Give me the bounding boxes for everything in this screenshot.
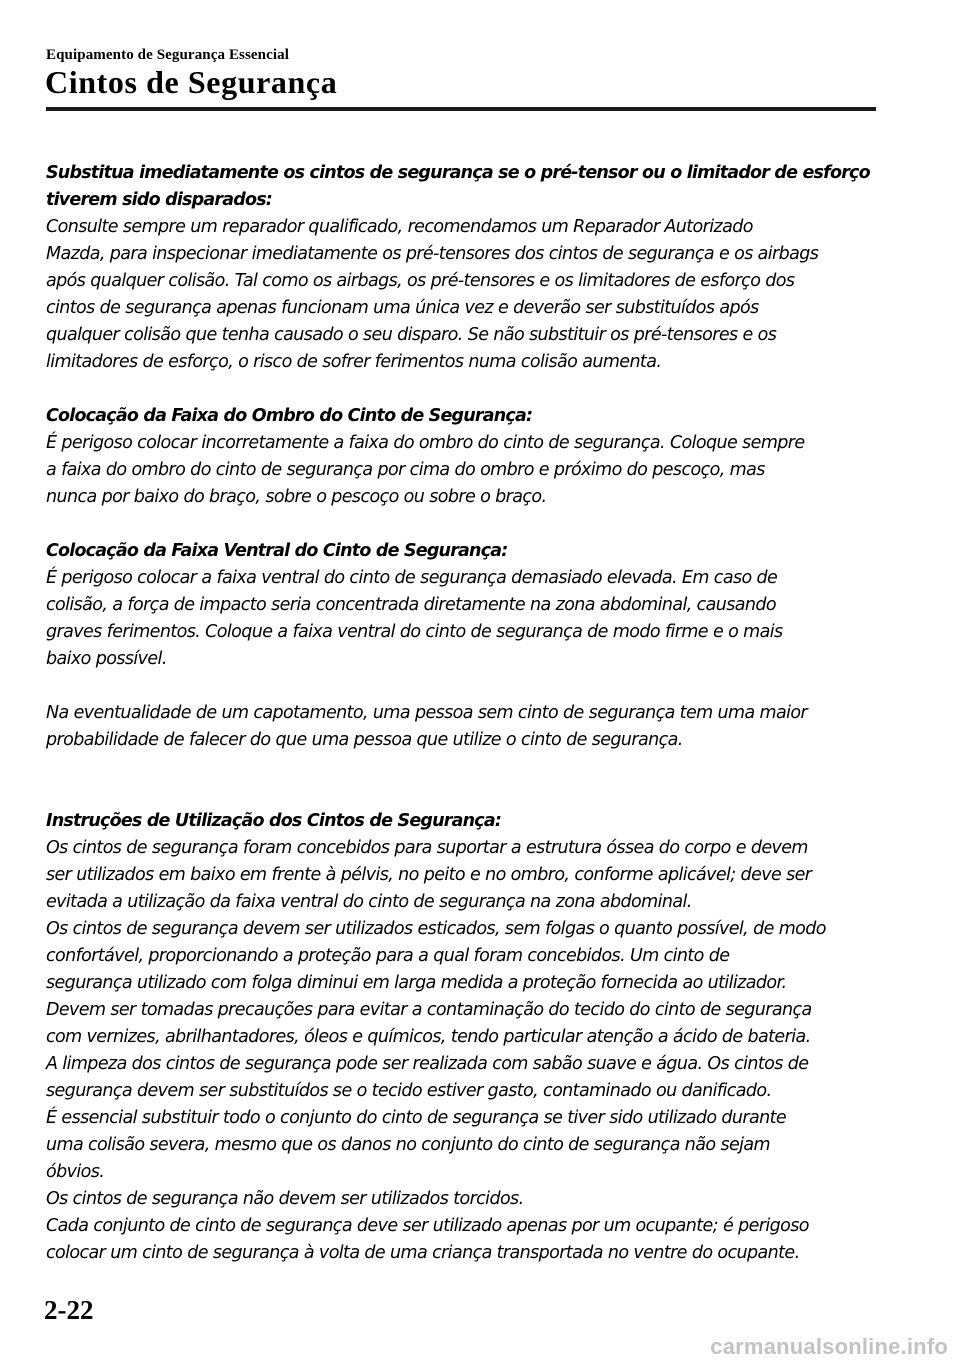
body-line: probabilidade de falecer do que uma pessoa que utilize o cinto de segurança. xyxy=(46,730,683,750)
body-line: graves ferimentos. Coloque a faixa ventral do cinto de segurança de modo firme e o mais xyxy=(46,622,783,642)
block-heading: Colocação da Faixa Ventral do Cinto de Segurança: xyxy=(46,541,508,561)
body-line: uma colisão severa, mesmo que os danos no conjunto do cinto de segurança não sejam xyxy=(46,1135,770,1155)
spacer xyxy=(46,511,882,538)
body-line: baixo possível. xyxy=(46,649,167,669)
body-line: Devem ser tomadas precauções para evitar a contaminação do tecido do cinto de segurança xyxy=(46,1000,812,1020)
body-line: Consulte sempre um reparador qualificado, recomendamos um Reparador Autorizado xyxy=(46,217,753,237)
body-line: Cada conjunto de cinto de segurança deve ser utilizado apenas por um ocupante; é perigoso xyxy=(46,1216,809,1236)
body-line: ser utilizados em baixo em frente à pélvis, no peito e no ombro, conforme aplicável; deve ser xyxy=(46,865,812,885)
body-line: A limpeza dos cintos de segurança pode ser realizada com sabão suave e água. Os cintos de xyxy=(46,1054,809,1074)
page-number: 2-22 xyxy=(44,1295,94,1325)
body-line: com vernizes, abrilhantadores, óleos e químicos, tendo particular atenção a ácido de bateria. xyxy=(46,1027,811,1047)
body-line: Na eventualidade de um capotamento, uma pessoa sem cinto de segurança tem uma maior xyxy=(46,703,808,723)
body-line: confortável, proporcionando a proteção para a qual foram concebidos. Um cinto de xyxy=(46,946,730,966)
block-heading: Substitua imediatamente os cintos de segurança se o pré-tensor ou o limitador de esforço xyxy=(46,163,870,183)
body-line: nunca por baixo do braço, sobre o pescoço ou sobre o braço. xyxy=(46,487,547,507)
watermark: carmanualsonline.info xyxy=(710,1334,948,1359)
section-label: Equipamento de Segurança Essencial xyxy=(46,47,290,63)
body-line: qualquer colisão que tenha causado o seu disparo. Se não substituir os pré-tensores e os xyxy=(46,325,777,345)
body-line: É perigoso colocar incorretamente a faixa do ombro do cinto de segurança. Coloque sempre xyxy=(46,433,805,453)
body-line: segurança utilizado com folga diminui em larga medida a proteção fornecida ao utilizador. xyxy=(46,973,787,993)
body-line: limitadores de esforço, o risco de sofrer ferimentos numa colisão aumenta. xyxy=(46,352,662,372)
block-heading: Colocação da Faixa do Ombro do Cinto de Segurança: xyxy=(46,406,533,426)
body-line: cintos de segurança apenas funcionam uma única vez e deverão ser substituídos após xyxy=(46,298,759,318)
body-line: após qualquer colisão. Tal como os airbags, os pré-tensores e os limitadores de esforço dos xyxy=(46,271,795,291)
body-line: É perigoso colocar a faixa ventral do cinto de segurança demasiado elevada. Em caso de xyxy=(46,568,778,588)
body-line: Mazda, para inspecionar imediatamente os pré-tensores dos cintos de segurança e os airbags xyxy=(46,244,819,264)
spacer xyxy=(46,376,882,403)
body-line: segurança devem ser substituídos se o tecido estiver gasto, contaminado ou danificado. xyxy=(46,1081,772,1101)
body-line: a faixa do ombro do cinto de segurança por cima do ombro e próximo do pescoço, mas xyxy=(46,460,765,480)
body-line: evitada a utilização da faixa ventral do cinto de segurança na zona abdominal. xyxy=(46,892,692,912)
title-divider xyxy=(46,107,876,111)
block-heading: tiverem sido disparados: xyxy=(46,190,273,210)
body-line: É essencial substituir todo o conjunto do cinto de segurança se tiver sido utilizado durante xyxy=(46,1108,787,1128)
body-line: colisão, a força de impacto seria concentrada diretamente na zona abdominal, causando xyxy=(46,595,777,615)
spacer xyxy=(46,673,882,700)
body-line: óbvios. xyxy=(46,1162,105,1182)
body-line: Os cintos de segurança devem ser utilizados esticados, sem folgas o quanto possível, de modo xyxy=(46,919,826,939)
page-content xyxy=(46,160,882,1267)
body-line: colocar um cinto de segurança à volta de uma criança transportada no ventre do ocupante. xyxy=(46,1243,800,1263)
body-line: Os cintos de segurança não devem ser utilizados torcidos. xyxy=(46,1189,524,1209)
page-title: Cintos de Segurança xyxy=(45,64,338,100)
spacer xyxy=(46,754,882,808)
block-heading: Instruções de Utilização dos Cintos de Segurança: xyxy=(46,811,502,831)
body-line: Os cintos de segurança foram concebidos para suportar a estrutura óssea do corpo e devem xyxy=(46,838,808,858)
